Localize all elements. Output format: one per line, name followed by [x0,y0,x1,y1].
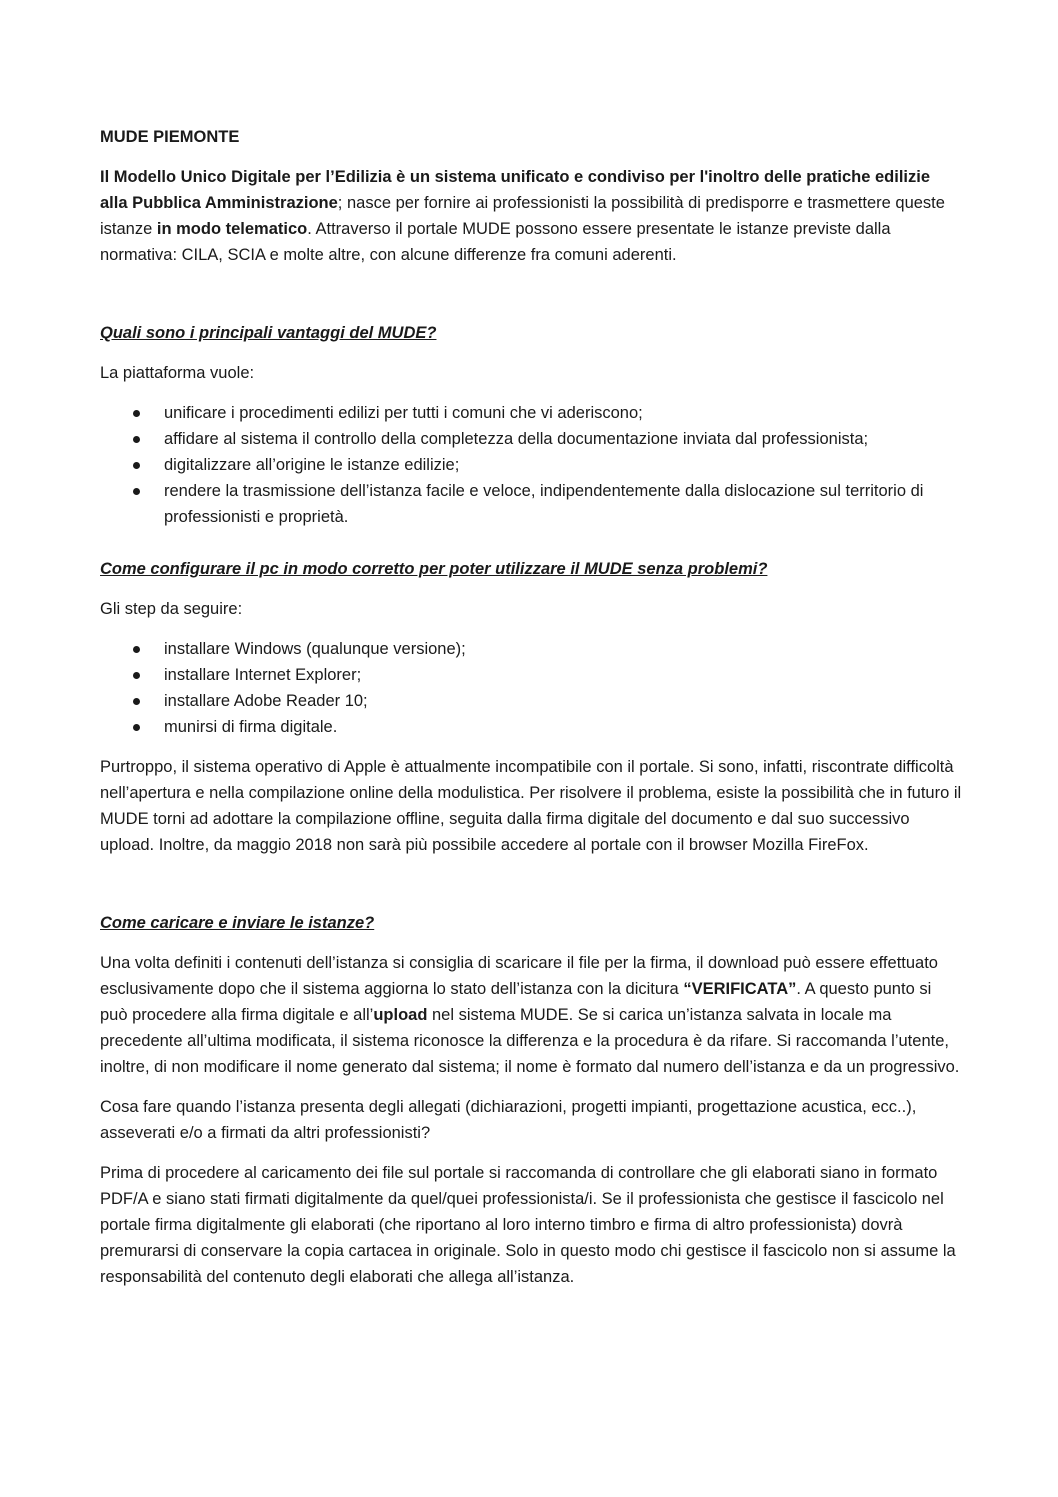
bullet-icon [133,724,140,731]
upload-text-end: nel sistema MUDE. Se si carica un’istanza salvata in locale ma precedente all’ultima modificata, il sistema riconosce la differenza e la procedura è da rifare. Si raccomanda l’utente, inoltre, di non modificare il nome generato dal sistema; il nome è formato dal numero dell’istanza e da un progressivo. [100,1006,960,1076]
document-page [100,124,962,1304]
list-item-text: installare Windows (qualunque versione); [164,640,466,658]
upload-paragraph [100,950,962,1080]
upload-bold-upload: upload [373,1006,428,1024]
section-heading-upload: Come caricare e inviare le istanze? [100,914,375,932]
bullet-icon [133,410,140,417]
list-item [100,478,962,530]
advantages-list [100,400,962,530]
section-heading-advantages: Quali sono i principali vantaggi del MUDE? [100,324,437,342]
bullet-icon [133,698,140,705]
intro-text-end: . Attraverso il portale MUDE possono essere presentate le istanze previste dalla normativa: CILA, SCIA e molte altre, con alcune differenze fra comuni aderenti. [100,220,891,264]
bullet-icon [133,436,140,443]
list-item [100,400,962,426]
section-heading-configure: Come configurare il pc in modo corretto per poter utilizzare il MUDE senza problemi? [100,560,768,578]
section-spacer [100,872,962,910]
attachments-paragraph: Prima di procedere al caricamento dei file sul portale si raccomanda di controllare che gli elaborati siano in formato PDF/A e siano stati firmati digitalmente da quel/quei professionista/i. Se il professionista che gestisce il fascicolo nel portale firma digitalmente gli elaborati (che riportano al loro interno timbro e firma di altro professionista) dovrà premurarsi di conservare la copia cartacea in originale. Solo in questo modo chi gestisce il fascicolo non si assume la responsabilità del contenuto degli elaborati che allega all’istanza. [100,1164,956,1286]
list-item [100,426,962,452]
intro-text: ; nasce per fornire ai professionisti la possibilità di predisporre e trasmettere queste istanze [100,194,945,238]
intro-bold-telematic: in modo telematico [156,220,308,238]
bullet-icon [133,488,140,495]
upload-bold-verified: “VERIFICATA” [683,980,797,998]
document-title: MUDE PIEMONTE [100,128,240,146]
list-item-text: unificare i procedimenti edilizi per tutti i comuni che vi aderiscono; [164,404,643,422]
list-item-text: installare Internet Explorer; [164,666,362,684]
list-item [100,636,962,662]
section-spacer [100,544,962,556]
attachments-question: Cosa fare quando l’istanza presenta degli allegati (dichiarazioni, progetti impianti, progettazione acustica, ecc..), asseverati e/o a firmati da altri professionisti? [100,1098,917,1142]
intro-paragraph [100,164,962,268]
list-item-text: munirsi di firma digitale. [164,718,338,736]
list-item [100,688,962,714]
bullet-icon [133,672,140,679]
list-item-text: rendere la trasmissione dell’istanza facile e veloce, indipendentemente dalla dislocazione sul territorio di professionisti e proprietà. [164,482,924,526]
list-item [100,714,962,740]
list-item-text: installare Adobe Reader 10; [164,692,368,710]
upload-text: Una volta definiti i contenuti dell’istanza si consiglia di scaricare il file per la firma, il download può essere effettuato esclusivamente dopo che il sistema aggiorna lo stato dell’istanza con la dicitura [100,954,938,998]
list-item-text: affidare al sistema il controllo della completezza della documentazione inviata dal professionista; [164,430,869,448]
bullet-icon [133,462,140,469]
configure-list [100,636,962,740]
list-item [100,662,962,688]
configure-paragraph: Purtroppo, il sistema operativo di Apple è attualmente incompatibile con il portale. Si sono, infatti, riscontrate difficoltà nell’apertura e nella compilazione online della modulistica. Per risolvere il problema, esiste la possibilità che in futuro il MUDE torni ad adottare la compilazione offline, seguita dalla firma digitale del documento e dal suo successivo upload. Inoltre, da maggio 2018 non sarà più possibile accedere al portale con il browser Mozilla FireFox. [100,758,962,854]
intro-bold-definition: Il Modello Unico Digitale per l’Edilizia è un sistema unificato e condiviso per l'inoltro delle pratiche edilizie alla Pubblica Amministrazione [100,168,931,212]
upload-text-mid: . A questo punto si può procedere alla firma digitale e all’ [100,980,932,1024]
bullet-icon [133,646,140,653]
list-item [100,452,962,478]
configure-lead: Gli step da seguire: [100,600,243,618]
section-spacer [100,282,962,320]
advantages-lead: La piattaforma vuole: [100,364,255,382]
list-item-text: digitalizzare all’origine le istanze edilizie; [164,456,460,474]
